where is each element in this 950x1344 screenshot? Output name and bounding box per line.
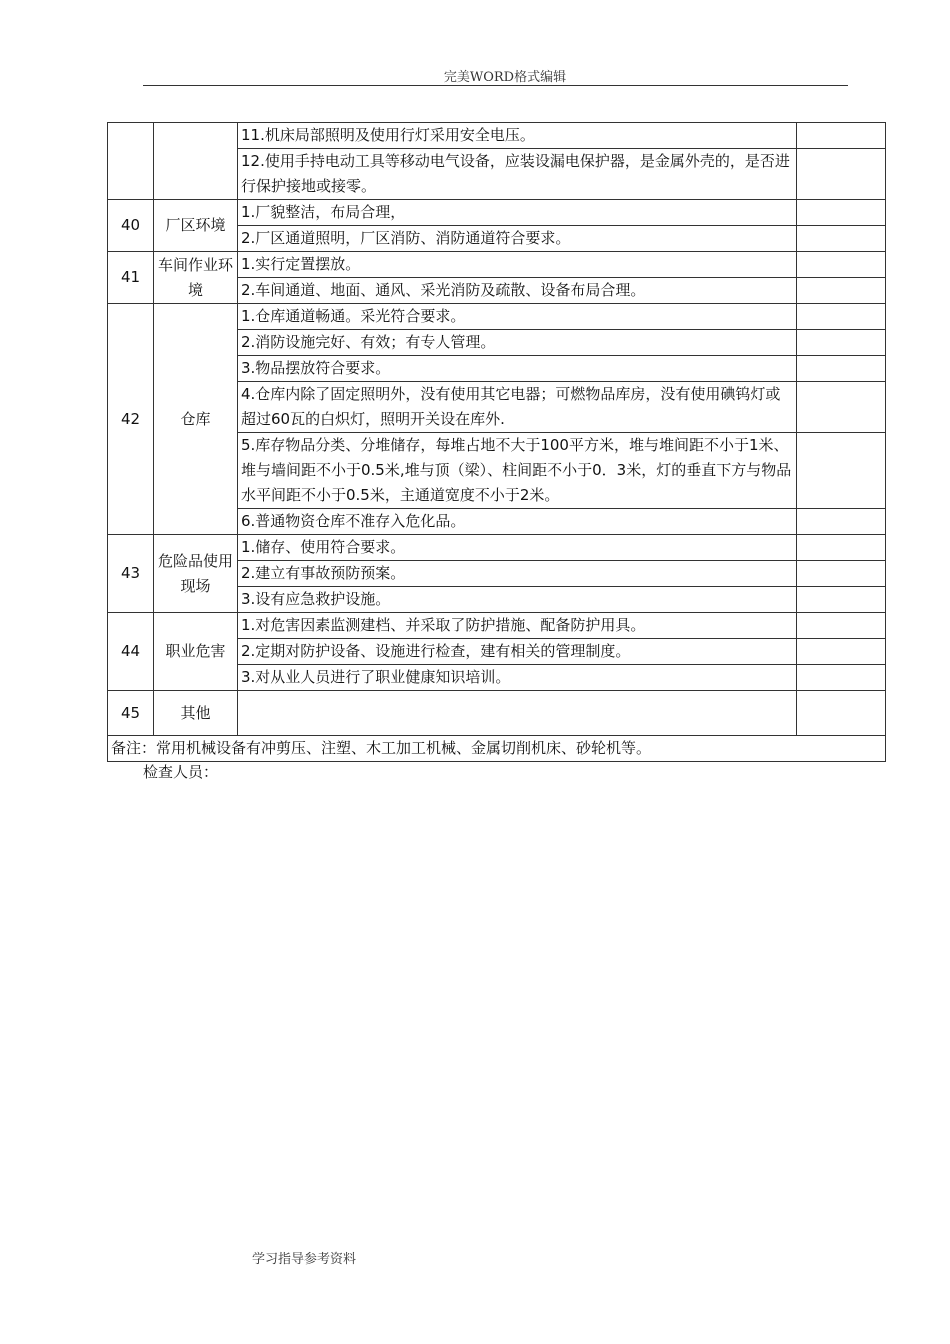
num-cell <box>108 123 154 200</box>
category-cell: 职业危害 <box>154 613 238 691</box>
item-cell: 3.物品摆放符合要求。 <box>238 356 797 382</box>
result-cell[interactable] <box>797 535 886 561</box>
item-cell[interactable] <box>238 691 797 736</box>
item-cell: 2.建立有事故预防预案。 <box>238 561 797 587</box>
result-cell[interactable] <box>797 252 886 278</box>
result-cell[interactable] <box>797 123 886 149</box>
item-cell: 1.实行定置摆放。 <box>238 252 797 278</box>
result-cell[interactable] <box>797 509 886 535</box>
item-cell: 2.消防设施完好、有效；有专人管理。 <box>238 330 797 356</box>
num-cell: 40 <box>108 200 154 252</box>
item-cell: 6.普通物资仓库不准存入危化品。 <box>238 509 797 535</box>
result-cell[interactable] <box>797 665 886 691</box>
result-cell[interactable] <box>797 561 886 587</box>
num-cell: 42 <box>108 304 154 535</box>
result-cell[interactable] <box>797 639 886 665</box>
num-cell: 45 <box>108 691 154 736</box>
category-cell: 其他 <box>154 691 238 736</box>
item-cell: 11.机床局部照明及使用行灯采用安全电压。 <box>238 123 797 149</box>
item-cell: 3.对从业人员进行了职业健康知识培训。 <box>238 665 797 691</box>
result-cell[interactable] <box>797 382 886 433</box>
page-footer: 学习指导参考资料 <box>252 1252 357 1267</box>
item-cell: 12.使用手持电动工具等移动电气设备，应装设漏电保护器，是金属外壳的，是否进行保护接地或接零。 <box>238 149 797 200</box>
result-cell[interactable] <box>797 330 886 356</box>
num-cell: 41 <box>108 252 154 304</box>
num-cell: 44 <box>108 613 154 691</box>
page-header: 完美WORD格式编辑 <box>443 70 567 85</box>
item-cell: 5.库存物品分类、分堆储存，每堆占地不大于100平方米，堆与堆间距不小于1米、堆与墙间距不小于0.5米,堆与顶（梁）、柱间距不小于0．3米，灯的垂直下方与物品水平间距不小于0.5米，主通道宽度不小于2米。 <box>238 433 797 509</box>
num-cell: 43 <box>108 535 154 613</box>
result-cell[interactable] <box>797 613 886 639</box>
inspection-table <box>107 122 886 762</box>
category-cell: 厂区环境 <box>154 200 238 252</box>
result-cell[interactable] <box>797 433 886 509</box>
item-cell: 1.对危害因素监测建档、并采取了防护措施、配备防护用具。 <box>238 613 797 639</box>
result-cell[interactable] <box>797 587 886 613</box>
result-cell[interactable] <box>797 691 886 736</box>
category-cell: 仓库 <box>154 304 238 535</box>
item-cell: 2.车间通道、地面、通风、采光消防及疏散、设备布局合理。 <box>238 278 797 304</box>
note-row: 备注：常用机械设备有冲剪压、注塑、木工加工机械、金属切削机床、砂轮机等。 <box>108 736 886 762</box>
item-cell: 2.定期对防护设备、设施进行检查，建有相关的管理制度。 <box>238 639 797 665</box>
item-cell: 1.储存、使用符合要求。 <box>238 535 797 561</box>
item-cell: 1.仓库通道畅通。采光符合要求。 <box>238 304 797 330</box>
category-cell <box>154 123 238 200</box>
result-cell[interactable] <box>797 226 886 252</box>
inspector-label: 检查人员： <box>143 763 219 781</box>
result-cell[interactable] <box>797 278 886 304</box>
item-cell: 4.仓库内除了固定照明外，没有使用其它电器；可燃物品库房，没有使用碘钨灯或超过60瓦的白炽灯，照明开关设在库外. <box>238 382 797 433</box>
category-cell: 危险品使用现场 <box>154 535 238 613</box>
header-rule <box>143 85 848 86</box>
item-cell: 1.厂貌整洁，布局合理， <box>238 200 797 226</box>
result-cell[interactable] <box>797 356 886 382</box>
item-cell: 2.厂区通道照明，厂区消防、消防通道符合要求。 <box>238 226 797 252</box>
category-cell: 车间作业环境 <box>154 252 238 304</box>
result-cell[interactable] <box>797 200 886 226</box>
item-cell: 3.设有应急救护设施。 <box>238 587 797 613</box>
result-cell[interactable] <box>797 149 886 200</box>
result-cell[interactable] <box>797 304 886 330</box>
